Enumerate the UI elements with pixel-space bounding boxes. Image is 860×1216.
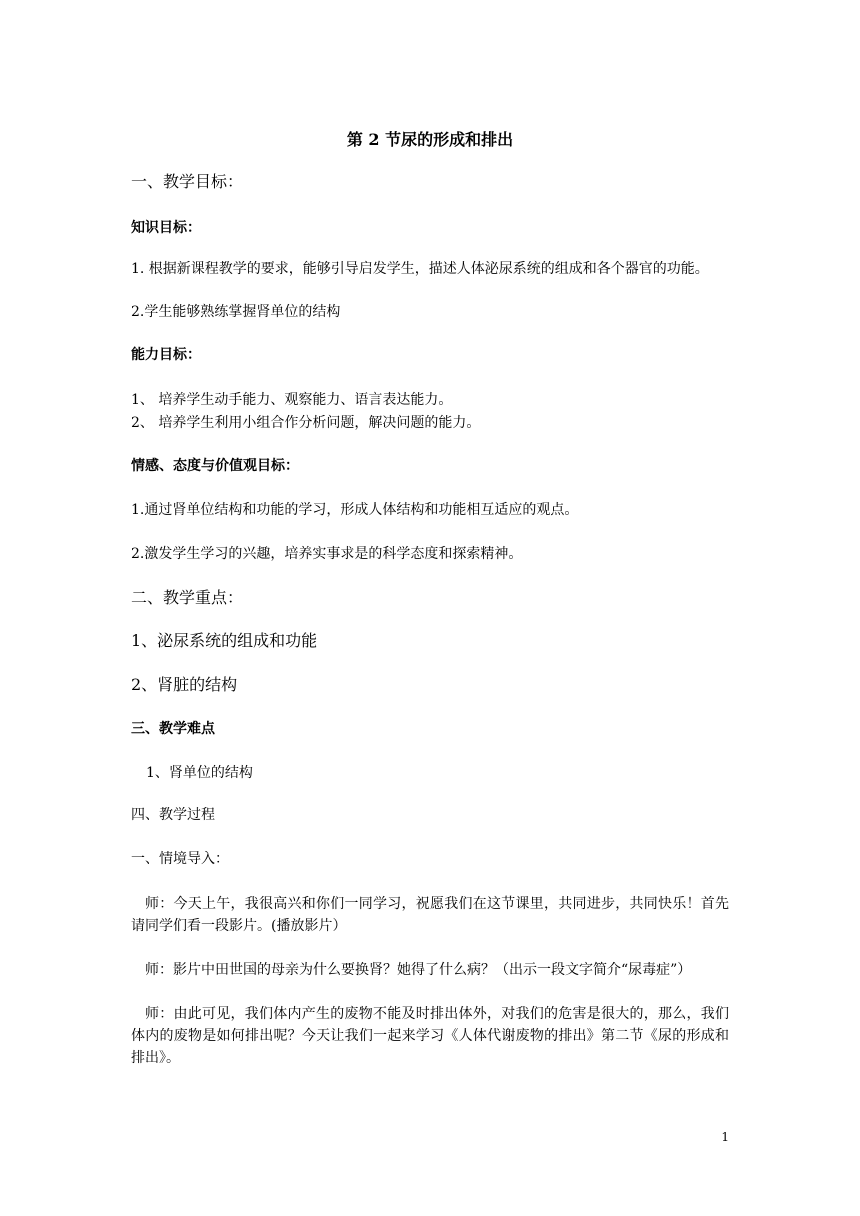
subsection-heading-intro: 一、情境导入：	[131, 851, 229, 867]
difficulty-item: 1、肾单位的结构	[146, 765, 253, 781]
key-point-item: 2、肾脏的结构	[131, 675, 238, 694]
emotion-item: 1.通过肾单位结构和功能的学习，形成人体结构和功能相互适应的观点。	[131, 502, 579, 518]
section-heading-key-points: 二、教学重点：	[131, 588, 244, 607]
ability-item: 2、 培养学生利用小组合作分析问题，解决问题的能力。	[131, 415, 481, 431]
knowledge-heading: 知识目标：	[131, 220, 201, 236]
knowledge-item: 1. 根据新课程教学的要求，能够引导启发学生，描述人体泌尿系统的组成和各个器官的功能。	[131, 261, 709, 277]
page-title: 第 2 节尿的形成和排出	[346, 130, 514, 149]
ability-heading: 能力目标：	[131, 347, 201, 363]
body-paragraph: 师：影片中田世国的母亲为什么要换肾？她得了什么病？（出示一段文字简介“尿毒症”）	[145, 962, 692, 978]
knowledge-item: 2.学生能够熟练掌握肾单位的结构	[131, 304, 341, 320]
body-paragraph: 师：今天上午，我很高兴和你们一同学习，祝愿我们在这节课里，共同进步，共同快乐！首先请同学们看一段影片。(播放影片）	[131, 896, 729, 934]
section-heading-objectives: 一、教学目标：	[131, 172, 244, 191]
ability-item: 1、 培养学生动手能力、观察能力、语言表达能力。	[131, 392, 453, 408]
body-paragraph: 师：由此可见，我们体内产生的废物不能及时排出体外，对我们的危害是很大的，那么，我们体内的废物是如何排出呢？今天让我们一起来学习《人体代谢废物的排出》第二节《尿的形成和排出》。	[131, 1006, 729, 1066]
section-heading-process: 四、教学过程	[131, 807, 215, 823]
emotion-item: 2.激发学生学习的兴趣，培养实事求是的科学态度和探索精神。	[131, 546, 523, 562]
page-number: 1	[721, 1130, 729, 1144]
emotion-heading: 情感、态度与价值观目标：	[131, 458, 299, 474]
key-point-item: 1、泌尿系统的组成和功能	[131, 631, 318, 650]
section-heading-difficulty: 三、教学难点	[131, 721, 215, 737]
